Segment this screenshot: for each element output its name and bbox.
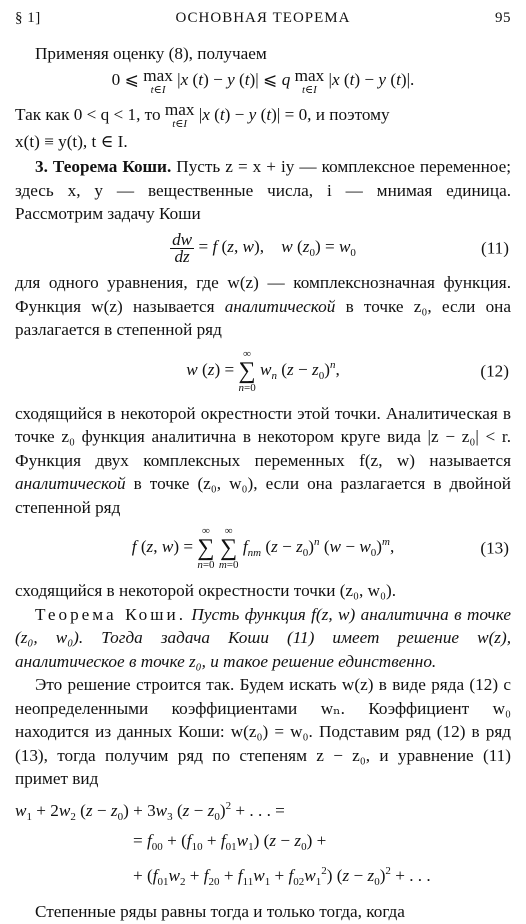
paragraph-theorem-intro <box>15 155 511 226</box>
conclusion-end: = 0, и поэтому <box>284 104 390 124</box>
paragraph-convergence: сходящийся в некоторой окрестности точки (z₀, w₀). <box>15 581 397 601</box>
running-title: ОСНОВНАЯ ТЕОРЕМА <box>175 10 351 26</box>
paragraph-identity: x(t) ≡ y(t), t ∈ I. <box>15 131 128 151</box>
equation-estimate: 0 ⩽ max t∈I |x (t) − y (t)| ⩽ q max t∈I |x (t) − y (t)|. <box>111 65 415 96</box>
theorem-label: Теорема Коши. <box>35 604 187 624</box>
analytic-def-start: для одного уравнения, где w(z) — комплекснозначная функция. Функция w(z) называется <box>15 273 511 316</box>
page-number: 95 <box>495 10 511 26</box>
analytic-def-end: в точке z₀, если она разлагается в степенной ряд <box>15 296 511 340</box>
equation-series-expansion: $w_1 + 2w_2$ $(z - z_0) + 3w_3$ $(z - z_0)^2$ + . . . = = $f_{00} + (f_{10} + f_{01}w_1) (z - z_0)$ + + $(f_{01}w_2 + f_{20} + f_{11}w_1 + f_{02}w_1^2) (z - z_0)^2$ + . . . <box>15 799 431 888</box>
term-analytic-2: аналитической <box>15 474 126 494</box>
paragraph-estimate: Применяя оценку (8), получаем <box>35 44 267 63</box>
theorem-intro-text: Пусть z = x + iy — комплексное переменное; здесь x, y — вещественные числа, i — мнимая единица. Рассмотрим задачу Коши <box>15 157 512 223</box>
section-marker: § 1] <box>15 10 41 26</box>
equation-number-12: (12) <box>480 361 509 381</box>
theorem-statement <box>15 603 511 674</box>
equation-number-11: (11) <box>481 238 509 258</box>
equation-13: f (z, w) = ∞ ∑ n=0 ∞ ∑ m=0 $f_{nm}$ $(z - z_0)^n$ $(w - w_0)^m$, (13) <box>131 525 509 572</box>
equation-number-13: (13) <box>480 538 509 558</box>
paragraph-two-variables <box>15 402 511 520</box>
equation-12: w (z) = ∞ ∑ n=0 $w_n$ $(z - z_0)^n$, (12) <box>186 347 509 394</box>
paragraph-final: Степенные ряды равны тогда и только тогда, когда <box>35 902 405 922</box>
paragraph-analytic-def <box>15 271 511 342</box>
two-variables-start: сходящийся в некоторой окрестности этой точки. Аналитическая в точке z₀ функция аналитична в некотором круге вида |z − z₀| < r. Функция двух комплексных переменных f(z, w) называется <box>15 403 511 470</box>
page-header <box>15 10 511 32</box>
equation-11: $\frac{dw}{dz}$ = f (z, w), w $(z_0) = w_0$ (11) <box>172 229 509 266</box>
two-variables-end: в точке (z₀, w₀), если она разлагается в двойной степенной ряд <box>15 474 511 517</box>
term-analytic: аналитической <box>224 296 336 316</box>
page-body <box>15 42 511 924</box>
conclusion-start: Так как 0 < q < 1, то <box>15 104 161 124</box>
paragraph-construction: Это решение строится так. Будем искать w(z) в виде ряда (12) с неопределенными коэффициентами wₙ. Коэффициент w₀ находится из данных Коши: w(z₀) = w₀. Подставим ряд (12) в ряд (13), тогда получим ряд по степеням z − z₀, и уравнение (11) примет вид <box>15 675 511 789</box>
section-heading: 3. Теорема Коши. <box>35 157 172 176</box>
paragraph-conclusion: Так как 0 < q < 1, то max t∈I |x (t) − y (t)| = 0, и поэтому <box>15 99 390 130</box>
theorem-text: Пусть функция f(z, w) аналитична в точке (z₀, w₀). Тогда задача Коши (11) имеет решение w(z), аналитическое в точке z₀, и такое решение единственно. <box>15 604 511 671</box>
